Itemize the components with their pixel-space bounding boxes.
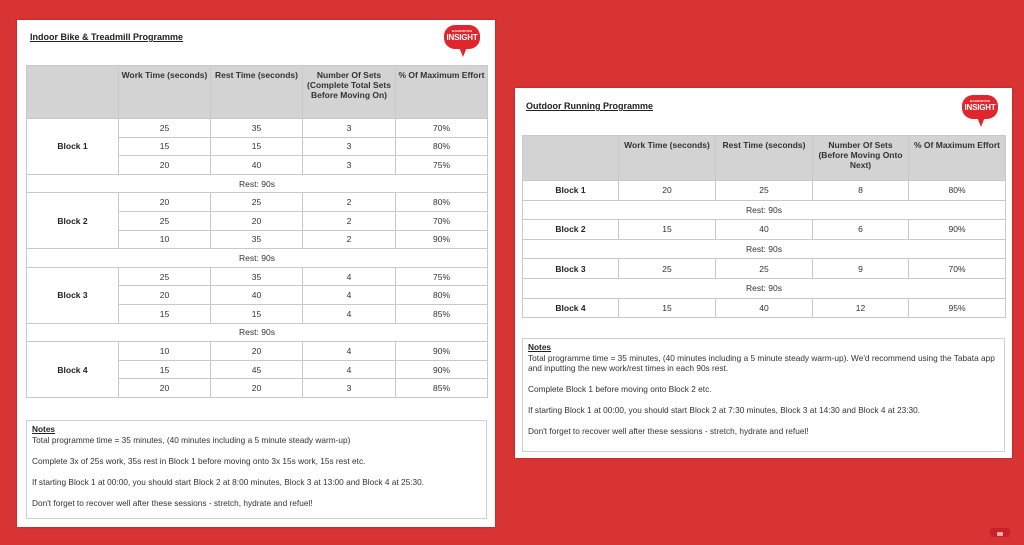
sets-cell: 3 bbox=[303, 137, 396, 156]
rest-cell: 40 bbox=[211, 156, 303, 175]
table-row bbox=[27, 119, 488, 138]
header-max-effort: % Of Maximum Effort bbox=[396, 66, 488, 119]
sets-cell: 4 bbox=[303, 360, 396, 379]
rest-row bbox=[523, 200, 1006, 220]
work-cell: 20 bbox=[119, 286, 211, 305]
effort-cell: 70% bbox=[396, 211, 488, 230]
effort-cell: 80% bbox=[909, 181, 1006, 201]
notes-line: Complete Block 1 before moving onto Block 2 etc. bbox=[528, 384, 712, 394]
table-row bbox=[523, 220, 1006, 240]
notes-line: If starting Block 1 at 00:00, you should start Block 2 at 7:30 minutes, Block 3 at 14:30 and Block 4 at 23:30. bbox=[528, 405, 921, 415]
rest-cell: 35 bbox=[211, 230, 303, 249]
header-work-time: Work Time (seconds) bbox=[619, 136, 716, 181]
work-cell: 25 bbox=[119, 119, 211, 138]
sets-cell: 6 bbox=[813, 220, 909, 240]
rest-cell: 45 bbox=[211, 360, 303, 379]
work-cell: 15 bbox=[119, 304, 211, 323]
rest-row bbox=[523, 278, 1006, 298]
indoor-programme-panel bbox=[17, 20, 495, 527]
effort-cell: 70% bbox=[396, 119, 488, 138]
notes-heading: Notes bbox=[32, 424, 56, 434]
panel-title: Indoor Bike & Treadmill Programme bbox=[30, 32, 184, 42]
block-label: Block 3 bbox=[523, 259, 619, 279]
rest-label: Rest: 90s bbox=[523, 200, 1006, 220]
effort-cell: 70% bbox=[909, 259, 1006, 279]
table-row bbox=[523, 259, 1006, 279]
rest-cell: 35 bbox=[211, 119, 303, 138]
notes-box bbox=[26, 420, 487, 519]
work-cell: 10 bbox=[119, 230, 211, 249]
header-blank bbox=[523, 136, 619, 181]
notes-line: Complete 3x of 25s work, 35s rest in Block 1 before moving onto 3x 15s work, 15s rest etc. bbox=[32, 455, 366, 466]
table-row bbox=[27, 193, 488, 212]
work-cell: 20 bbox=[619, 181, 716, 201]
table-row bbox=[27, 267, 488, 286]
notes-line: If starting Block 1 at 00:00, you should start Block 2 at 8:00 minutes, Block 3 at 13:00 and Block 4 at 25:30. bbox=[32, 476, 425, 487]
work-cell: 15 bbox=[119, 137, 211, 156]
block-label: Block 4 bbox=[523, 298, 619, 318]
rest-cell: 20 bbox=[211, 342, 303, 361]
rest-label: Rest: 90s bbox=[27, 249, 488, 268]
work-cell: 10 bbox=[119, 342, 211, 361]
rest-cell: 25 bbox=[716, 181, 813, 201]
effort-cell: 90% bbox=[396, 360, 488, 379]
work-cell: 15 bbox=[619, 298, 716, 318]
sets-cell: 2 bbox=[303, 193, 396, 212]
outdoor-programme-table bbox=[522, 135, 1006, 318]
rest-label: Rest: 90s bbox=[27, 174, 488, 193]
block-label: Block 2 bbox=[27, 193, 119, 249]
effort-cell: 75% bbox=[396, 267, 488, 286]
panel-title: Outdoor Running Programme bbox=[526, 101, 653, 111]
block-label: Block 2 bbox=[523, 220, 619, 240]
sets-cell: 4 bbox=[303, 342, 396, 361]
table-row bbox=[523, 298, 1006, 318]
effort-cell: 80% bbox=[396, 286, 488, 305]
table-header-row bbox=[27, 66, 488, 119]
table-row bbox=[523, 181, 1006, 201]
sets-cell: 3 bbox=[303, 156, 396, 175]
block-label: Block 1 bbox=[523, 181, 619, 201]
outdoor-programme-panel bbox=[515, 88, 1012, 458]
sets-cell: 8 bbox=[813, 181, 909, 201]
effort-cell: 95% bbox=[909, 298, 1006, 318]
table-row bbox=[27, 342, 488, 361]
rest-cell: 25 bbox=[211, 193, 303, 212]
header-number-of-sets: Number Of Sets (Before Moving Onto Next) bbox=[813, 136, 909, 181]
effort-cell: 90% bbox=[909, 220, 1006, 240]
block-label: Block 3 bbox=[27, 267, 119, 323]
rest-label: Rest: 90s bbox=[523, 239, 1006, 259]
rest-cell: 35 bbox=[211, 267, 303, 286]
work-cell: 25 bbox=[119, 211, 211, 230]
sets-cell: 4 bbox=[303, 267, 396, 286]
notes-line: Don't forget to recover well after these sessions - stretch, hydrate and refuel! bbox=[32, 497, 313, 508]
indoor-programme-table bbox=[26, 65, 488, 398]
work-cell: 25 bbox=[119, 267, 211, 286]
block-label: Block 1 bbox=[27, 119, 119, 175]
work-cell: 25 bbox=[619, 259, 716, 279]
rest-label: Rest: 90s bbox=[27, 323, 488, 342]
rest-cell: 20 bbox=[211, 379, 303, 398]
work-cell: 15 bbox=[119, 360, 211, 379]
sets-cell: 4 bbox=[303, 304, 396, 323]
sets-cell: 12 bbox=[813, 298, 909, 318]
effort-cell: 80% bbox=[396, 193, 488, 212]
rest-cell: 40 bbox=[211, 286, 303, 305]
rest-cell: 25 bbox=[716, 259, 813, 279]
sets-cell: 4 bbox=[303, 286, 396, 305]
notes-line: Total programme time = 35 minutes, (40 minutes including a 5 minute steady warm-up) bbox=[32, 434, 351, 445]
sets-cell: 3 bbox=[303, 119, 396, 138]
work-cell: 20 bbox=[119, 193, 211, 212]
header-number-of-sets: Number Of Sets (Complete Total Sets Before Moving On) bbox=[303, 66, 396, 119]
notes-heading: Notes bbox=[528, 342, 552, 352]
rest-cell: 40 bbox=[716, 298, 813, 318]
header-max-effort: % Of Maximum Effort bbox=[909, 136, 1006, 181]
table-header-row bbox=[523, 136, 1006, 181]
rest-label: Rest: 90s bbox=[523, 278, 1006, 298]
notes-line: Total programme time = 35 minutes, (40 minutes including a 5 minute steady warm-up). We'd recommend using the Tabata app and inputting the new work/rest times in each 90s rest. bbox=[528, 352, 995, 373]
effort-cell: 85% bbox=[396, 379, 488, 398]
rest-row bbox=[27, 174, 488, 193]
badminton-insight-logo-icon: BADMINTON INSIGHT bbox=[444, 25, 480, 59]
watermark-logo-icon bbox=[990, 528, 1010, 537]
header-work-time: Work Time (seconds) bbox=[119, 66, 211, 119]
notes-line: Don't forget to recover well after these sessions - stretch, hydrate and refuel! bbox=[528, 426, 809, 436]
effort-cell: 90% bbox=[396, 342, 488, 361]
effort-cell: 75% bbox=[396, 156, 488, 175]
rest-row bbox=[27, 323, 488, 342]
effort-cell: 85% bbox=[396, 304, 488, 323]
rest-cell: 40 bbox=[716, 220, 813, 240]
header-blank bbox=[27, 66, 119, 119]
work-cell: 20 bbox=[119, 379, 211, 398]
sets-cell: 2 bbox=[303, 230, 396, 249]
effort-cell: 90% bbox=[396, 230, 488, 249]
badminton-insight-logo-icon: BADMINTON INSIGHT bbox=[962, 95, 998, 129]
rest-row bbox=[27, 249, 488, 268]
work-cell: 20 bbox=[119, 156, 211, 175]
sets-cell: 2 bbox=[303, 211, 396, 230]
work-cell: 15 bbox=[619, 220, 716, 240]
rest-row bbox=[523, 239, 1006, 259]
sets-cell: 3 bbox=[303, 379, 396, 398]
rest-cell: 20 bbox=[211, 211, 303, 230]
sets-cell: 9 bbox=[813, 259, 909, 279]
header-rest-time: Rest Time (seconds) bbox=[716, 136, 813, 181]
rest-cell: 15 bbox=[211, 137, 303, 156]
block-label: Block 4 bbox=[27, 342, 119, 398]
notes-box bbox=[522, 338, 1005, 452]
header-rest-time: Rest Time (seconds) bbox=[211, 66, 303, 119]
rest-cell: 15 bbox=[211, 304, 303, 323]
effort-cell: 80% bbox=[396, 137, 488, 156]
